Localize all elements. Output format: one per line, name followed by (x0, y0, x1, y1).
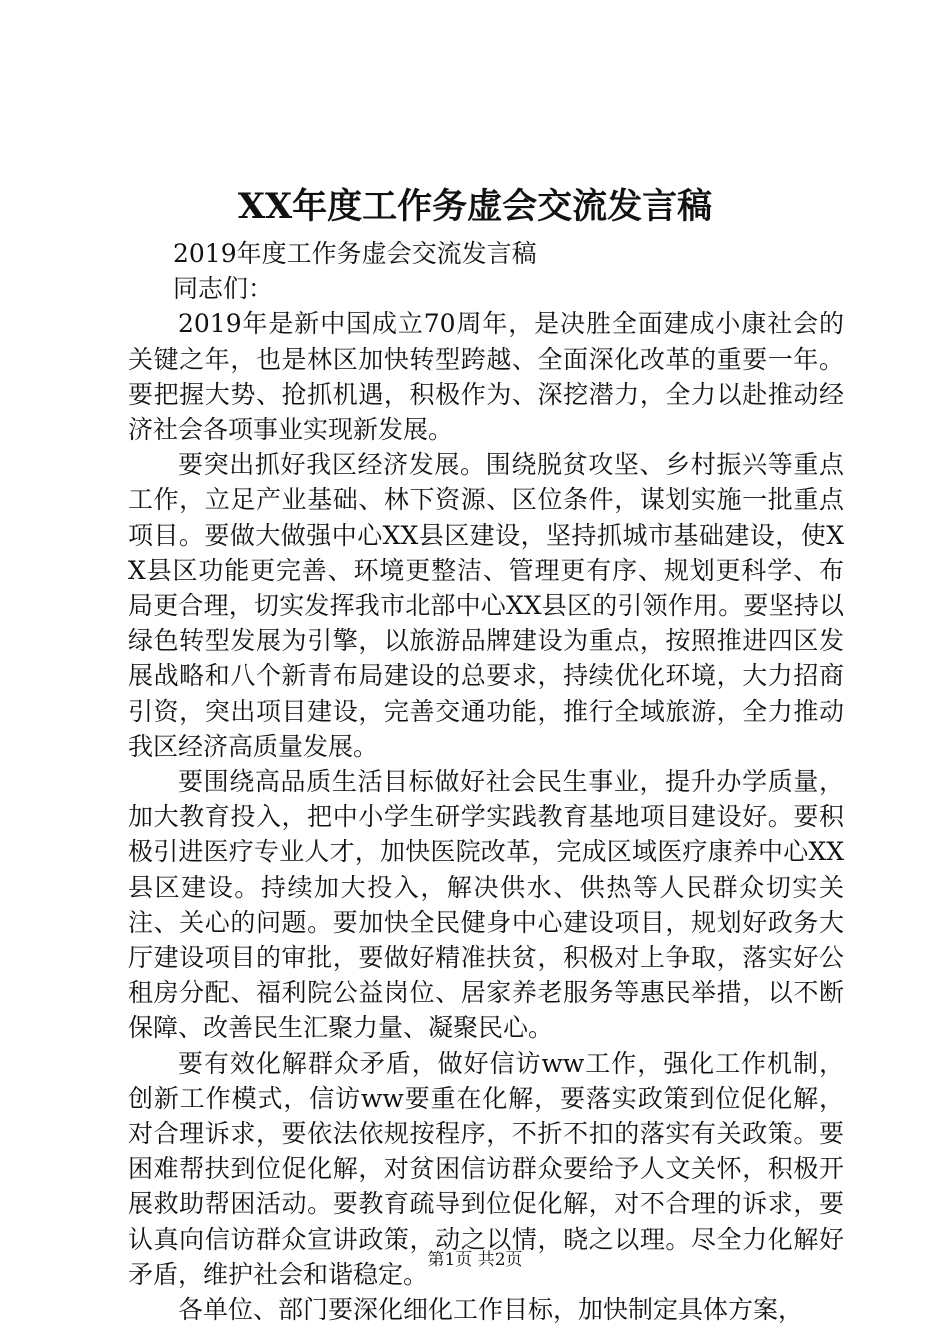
paragraph-3: 要围绕高品质生活目标做好社会民生事业，提升办学质量，加大教育投入，把中小学生研学实践教育基地项目建设好。要积极引进医疗专业人才，加快医院改革，完成区域医疗康养中心XX县区建设。持续加大投入，解决供水、供热等人民群众切实关注、关心的问题。要加快全民健身中心建设项目，规划好政务大厅建设项目的审批，要做好精准扶贫，积极对上争取，落实好公租房分配、福利院公益岗位、居家养老服务等惠民举措，以不断保障、改善民生汇聚力量、凝聚民心。 (128, 767, 844, 1043)
paragraph-2: 要突出抓好我区经济发展。围绕脱贫攻坚、乡村振兴等重点工作，立足产业基础、林下资源、区位条件，谋划实施一批重点项目。要做大做强中心XX县区建设，坚持抓城市基础建设，使XX县区功能更完善、环境更整洁、管理更有序、规划更科学、布局更合理，切实发挥我市北部中心XX县区的引领作用。要坚持以绿色转型发展为引擎，以旅游品牌建设为重点，按照推进四区发展战略和八个新青布局建设的总要求，持续优化环境，大力招商引资，突出项目建设，完善交通功能，推行全域旅游，全力推动我区经济高质量发展。 (128, 450, 844, 761)
paragraph-4: 要有效化解群众矛盾，做好信访ww工作，强化工作机制，创新工作模式，信访ww要重在化解，要落实政策到位促化解，对合理诉求，要依法依规按程序，不折不扣的落实有关政策。要困难帮扶到位促化解，对贫困信访群众要给予人文关怀，积极开展救助帮困活动。要教育疏导到位促化解，对不合理的诉求，要认真向信访群众宣讲政策，动之以情，晓之以理。尽全力化解好矛盾，维护社会和谐稳定。 (128, 1048, 844, 1289)
document-title: XX年度工作务虚会交流发言稿 (237, 186, 713, 227)
document-body (128, 236, 844, 1327)
paragraph-1: 2019年是新中国成立70周年，是决胜全面建成小康社会的关键之年，也是林区加快转型跨越、全面深化改革的重要一年。要把握大势、抢抓机遇，积极作为、深挖潜力，全力以赴推动经济社会各项事业实现新发展。 (128, 309, 844, 445)
paragraph-5: 各单位、部门要深化细化工作目标，加快制定具体方案， (178, 1295, 804, 1325)
document-subtitle: 2019年度工作务虚会交流发言稿 (173, 239, 537, 268)
page-number-footer: 第1页 共2页 (427, 1250, 523, 1270)
salutation: 同志们： (173, 274, 274, 304)
